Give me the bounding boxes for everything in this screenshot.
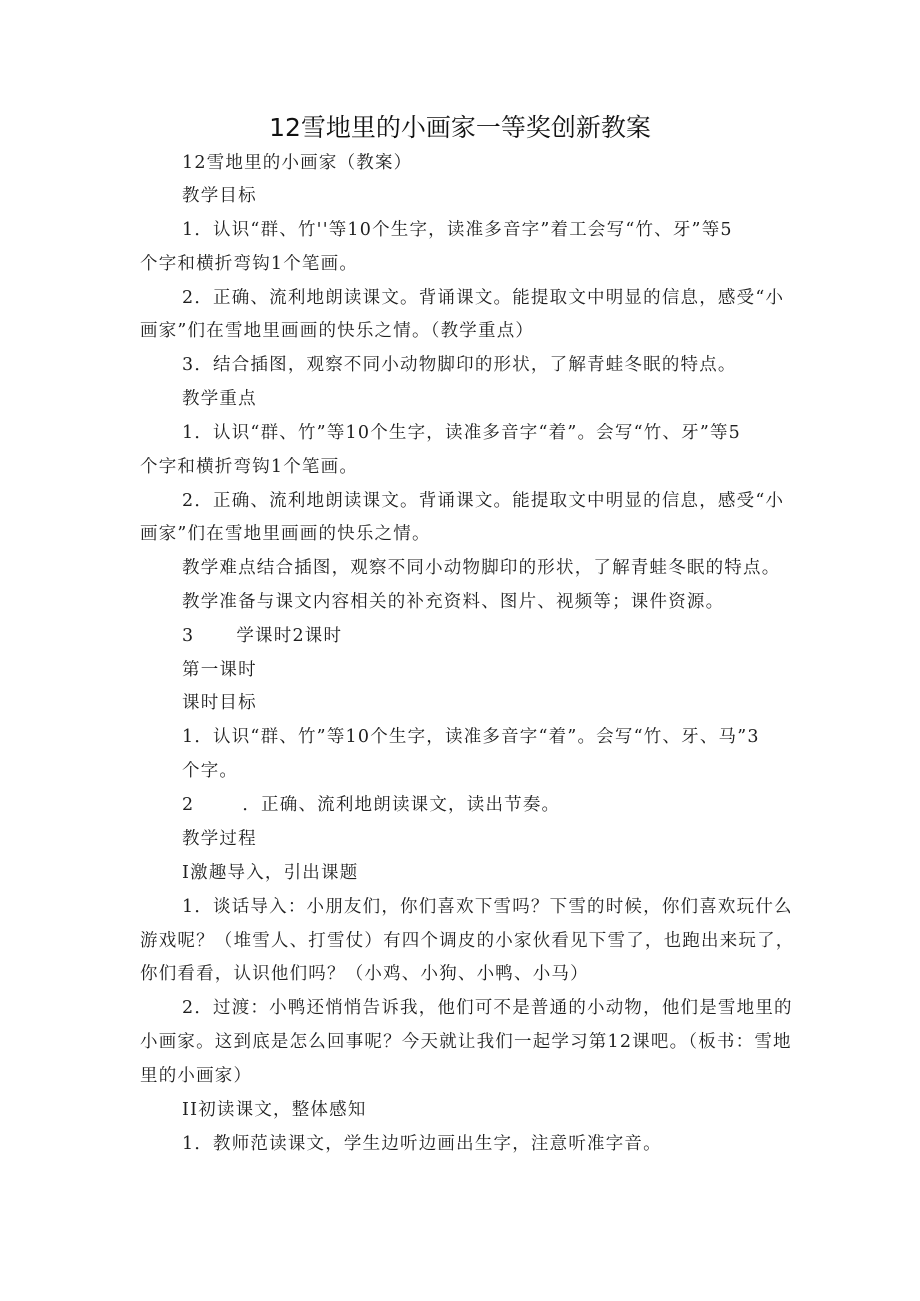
class-hours bbox=[182, 625, 342, 647]
heading-lesson-goals: 课时目标 bbox=[182, 693, 257, 713]
process-2-line-2: 小画家。这到底是怎么回事呢？今天就让我们一起学习第12课吧。（板书：雪地 bbox=[140, 1032, 792, 1052]
key-point-2-line-2: 画家”们在雪地里画画的快乐之情。 bbox=[140, 524, 431, 544]
lesson-subtitle: 12雪地里的小画家（教案） bbox=[182, 153, 413, 173]
heading-teaching-goals: 教学目标 bbox=[182, 186, 257, 206]
lesson-goal-1-line-2: 个字。 bbox=[182, 761, 239, 781]
key-point-2-line-1: 2．正确、流利地朗读课文。背诵课文。能提取文中明显的信息，感受“小 bbox=[182, 491, 785, 511]
teaching-preparation: 教学准备与课文内容相关的补充资料、图片、视频等；课件资源。 bbox=[182, 592, 725, 612]
teaching-difficulty: 教学难点结合插图，观察不同小动物脚印的形状，了解青蛙冬眠的特点。 bbox=[182, 558, 781, 578]
lesson-goal-2-text: ．正确、流利地朗读课文，读出节奏。 bbox=[242, 795, 561, 815]
process-1-line-2: 游戏呢？（堆雪人、打雪仗）有四个调皮的小家伙看见下雪了，也跑出来玩了， bbox=[140, 931, 795, 951]
goal-1-line-2: 个字和横折弯钩1个笔画。 bbox=[140, 254, 359, 274]
process-2-line-3: 里的小画家） bbox=[140, 1066, 253, 1086]
key-point-1-line-1: 1．认识“群、竹”等10个生字，读准多音字“着”。会写“竹、牙”等5 bbox=[182, 423, 742, 443]
process-1-line-1: 1．谈话导入：小朋友们，你们喜欢下雪吗？下雪的时候，你们喜欢玩什么 bbox=[182, 897, 793, 917]
goal-3: 3．结合插图，观察不同小动物脚印的形状，了解青蛙冬眠的特点。 bbox=[182, 355, 737, 375]
lesson-goal-2 bbox=[182, 794, 560, 816]
heading-first-lesson: 第一课时 bbox=[182, 660, 257, 680]
class-hours-number: 3 bbox=[182, 626, 195, 646]
document-title: 12雪地里的小画家一等奖创新教案 bbox=[269, 113, 651, 142]
process-3: 1．教师范读课文，学生边听边画出生字，注意听准字音。 bbox=[182, 1134, 662, 1154]
section-1-heading: I激趣导入，引出课题 bbox=[182, 863, 359, 883]
lesson-goal-1-line-1: 1．认识“群、竹”等10个生字，读准多音字“着”。会写“竹、牙、马”3 bbox=[182, 727, 760, 747]
heading-teaching-key-points: 教学重点 bbox=[182, 389, 257, 409]
goal-2-line-1: 2．正确、流利地朗读课文。背诵课文。能提取文中明显的信息，感受“小 bbox=[182, 288, 785, 308]
section-2-heading: II初读课文，整体感知 bbox=[182, 1100, 367, 1120]
process-2-line-1: 2．过渡：小鸭还悄悄告诉我，他们可不是普通的小动物，他们是雪地里的 bbox=[182, 998, 793, 1018]
process-1-line-3: 你们看看，认识他们吗？（小鸡、小狗、小鸭、小马） bbox=[140, 964, 589, 984]
goal-1-line-1: 1．认识“群、竹''等10个生字，读准多音字”着工会写“竹、牙”等5 bbox=[182, 220, 733, 240]
key-point-1-line-2: 个字和横折弯钩1个笔画。 bbox=[140, 457, 359, 477]
class-hours-text: 学课时2课时 bbox=[236, 626, 343, 646]
goal-2-line-2: 画家”们在雪地里画画的快乐之情。（教学重点） bbox=[140, 321, 535, 341]
lesson-goal-2-number: 2 bbox=[182, 795, 195, 815]
heading-teaching-process: 教学过程 bbox=[182, 829, 257, 849]
